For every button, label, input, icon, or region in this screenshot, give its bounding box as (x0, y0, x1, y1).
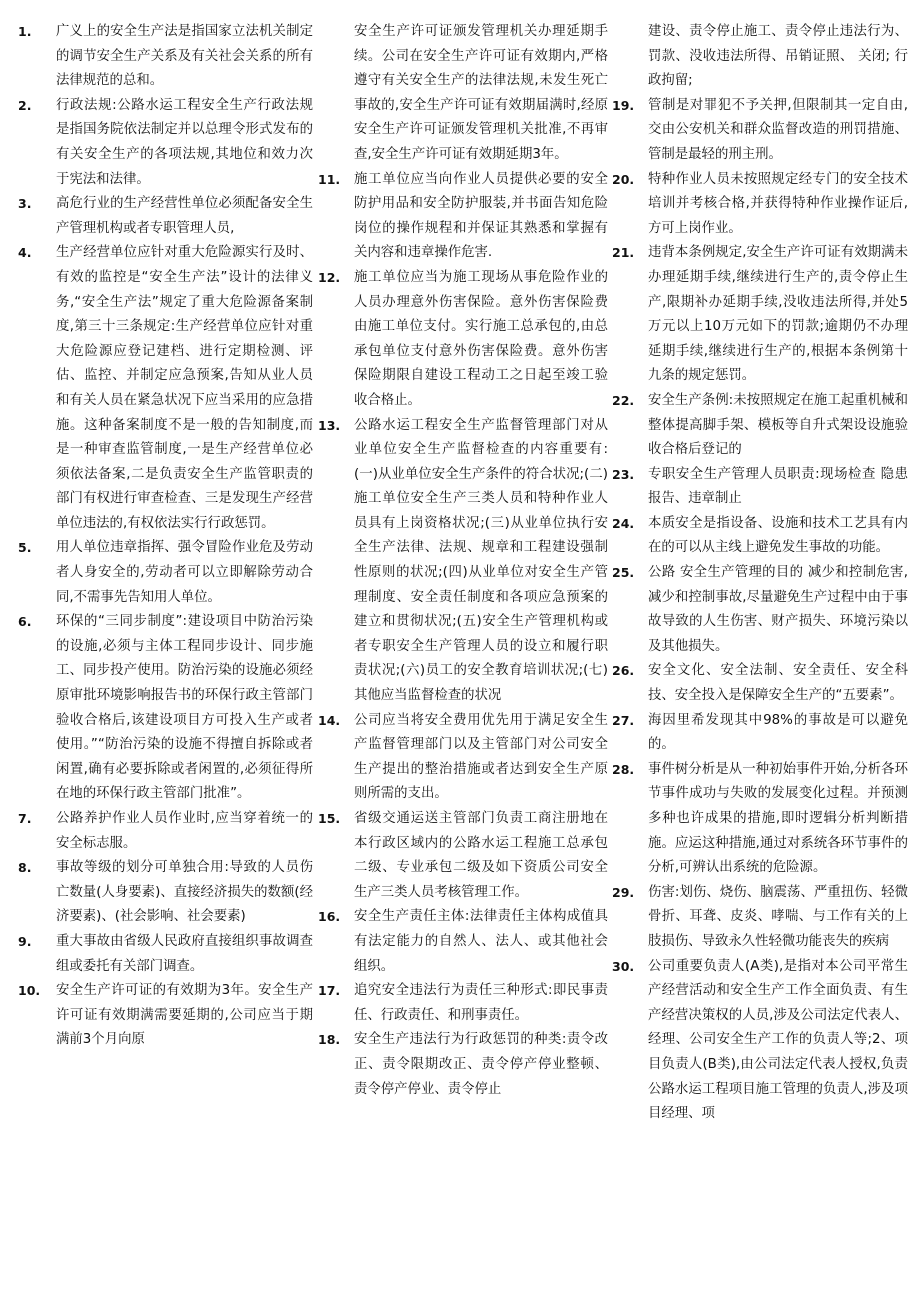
item-number: 23. (612, 466, 635, 482)
list-item (612, 389, 908, 463)
item-number: 17. (318, 983, 341, 999)
item-text: 安全生产许可证的有效期为3年。安全生产许可证有效期满需要延期的,公司应当于期满前3个月向原 (56, 983, 313, 1048)
item-number: 16. (318, 909, 341, 925)
item-text: 公路 安全生产管理的目的 减少和控制危害,减少和控制事故,尽量避免生产过程中由于事故导致的人生伤害、财产损失、环境污染以及其他损失。 (648, 565, 908, 654)
list-item (612, 881, 908, 955)
item-number: 18. (318, 1032, 341, 1048)
list-item (318, 905, 608, 979)
item-text: 管制是对罪犯不予关押,但限制其一定自由,交由公安机关和群众监督改造的刑罚措施、管制是最轻的刑主刑。 (648, 97, 908, 162)
list-item (318, 1028, 608, 1102)
item-number: 13. (318, 417, 341, 433)
column-1 (18, 20, 313, 1053)
item-text: 重大事故由省级人民政府直接组织事故调查组或委托有关部门调查。 (56, 933, 313, 974)
item-number: 4. (18, 245, 32, 261)
list-item (18, 241, 313, 536)
item-number: 6. (18, 614, 32, 630)
list-item (612, 463, 908, 512)
item-number: 11. (318, 171, 341, 187)
item-text: 施工单位应当为施工现场从事危险作业的人员办理意外伤害保险。意外伤害保险费由施工单位支付。实行施工总承包的,由总承包单位支付意外伤害保险费。意外伤害保险期限自建设工程动工之日起至竣工验收合格止。 (354, 269, 608, 408)
list-item (612, 94, 908, 168)
item-number: 20. (612, 171, 635, 187)
item-number: 3. (18, 196, 32, 212)
item-text: 事件树分析是从一种初始事件开始,分析各环节事件成功与失败的发展变化过程。并预测多种也许成果的措施,即时逻辑分析判断措施。应运这种措施,通过对系统各环节事件的分析,可辨认出系统的危险源。 (648, 761, 908, 876)
item-number: 29. (612, 884, 635, 900)
item-text: 追究安全违法行为责任三种形式:即民事责任、行政责任、和刑事责任。 (354, 983, 608, 1023)
item-text: 环保的“三同步制度”:建设项目中防治污染的设施,必须与主体工程同步设计、同步施工、同步投产使用。防治污染的设施必须经原审批环境影响报告书的环保行政主管部门验收合格后,该建设项目方可投入生产或者使用。”“防治污染的设施不得擅自拆除或者闲置,确有必要拆除或者闲置的,必须征得所在地的环保行政主管部门批准”。 (56, 614, 313, 802)
item-number: 15. (318, 811, 341, 826)
list-item (318, 266, 608, 414)
item-text: 生产经营单位应针对重大危险源实行及时、有效的监控是“安全生产法”设计的法律义务,“安全生产法”规定了重大危险源备案制度,第三十三条规定:生产经营单位应针对重大危险源应登记建档、进行定期检测、评估、监控、并制定应急预案,告知从业人员和有关人员在紧急状况下应当采用的应急措施。这种备案制度不是一般的告知制度,而是一种审查监管制度,一是生产经营单位必须依法备案,二是负责安全生产监管职责的部门有权进行审查检查、三是发现生产经营单位违法的,有权依法实行行政惩罚。 (56, 245, 313, 531)
item-text: 高危行业的生产经营性单位必须配备安全生产管理机构或者专职管理人员, (56, 196, 313, 236)
item-number: 12. (318, 269, 341, 285)
item-text: 公司应当将安全费用优先用于满足安全生产监督管理部门以及主管部门对公司安全生产提出的整治措施或者达到安全生产原则所需的支出。 (354, 712, 608, 802)
item-number: 10. (18, 983, 41, 999)
list-item (612, 659, 908, 708)
item-number: 7. (18, 811, 32, 826)
list-item (612, 758, 908, 881)
list-item (612, 512, 908, 561)
item-text: 违背本条例规定,安全生产许可证有效期满未办理延期手续,继续进行生产的,责令停止生产,限期补办延期手续,没收违法所得,并处5万元以上10万元如下的罚款;逾期仍不办理延期手续,继续进行生产的,根据本条例第十九条的规定惩罚。 (648, 245, 908, 384)
item-text: 安全生产条例:未按照规定在施工起重机械和整体提高脚手架、模板等自升式架设设施验收合格后登记的 (648, 392, 908, 458)
item-number: 25. (612, 565, 635, 581)
item-text: 安全生产责任主体:法律责任主体构成值具有法定能力的自然人、法人、或其他社会组织。 (354, 909, 608, 974)
list-item (18, 94, 313, 192)
item-number: 21. (612, 245, 635, 261)
list-item (318, 979, 608, 1028)
list-item (18, 930, 313, 979)
list-item (18, 192, 313, 241)
item-number: 14. (318, 712, 341, 728)
list-item (18, 610, 313, 807)
list-item (612, 561, 908, 659)
list-item (18, 536, 313, 610)
continued-text: 安全生产许可证颁发管理机关办理延期手续。公司在安全生产许可证有效期内,严格遵守有关安全生产的法律法规,未发生死亡事故的,安全生产许可证有效期届满时,经原安全生产许可证颁发管理机关批准,不再审查,安全生产许可证有效期延期3年。 (354, 24, 608, 162)
item-number: 22. (612, 392, 635, 408)
list-item (318, 168, 608, 266)
list-item (612, 168, 908, 242)
item-text: 专职安全生产管理人员职责:现场检查 隐患报告、违章制止 (648, 466, 908, 507)
item-text: 伤害:划伤、烧伤、脑震荡、严重扭伤、轻微骨折、耳聋、皮炎、哮喘、与工作有关的上肢损伤、导致永久性轻微功能丧失的疾病 (648, 884, 908, 949)
list-item (612, 241, 908, 389)
item-number: 8. (18, 860, 32, 876)
item-text: 事故等级的划分可单独合用:导致的人员伤亡数量(人身要素)、直接经济损失的数额(经济要素)、(社会影响、社会要素) (56, 860, 313, 925)
item-text: 用人单位违章指挥、强令冒险作业危及劳动者人身安全的,劳动者可以立即解除劳动合同,不需事先告知用人单位。 (56, 540, 313, 605)
item-text: 省级交通运送主管部门负责工商注册地在本行政区域内的公路水运工程施工总承包二级、专业承包二级及如下资质公司安全生产三类人员考核管理工作。 (354, 811, 608, 900)
item-number: 19. (612, 97, 635, 113)
item-number: 28. (612, 761, 635, 777)
item-text: 公路养护作业人员作业时,应当穿着统一的安全标志服。 (56, 811, 313, 851)
item-text: 广义上的安全生产法是指国家立法机关制定的调节安全生产关系及有关社会关系的所有法律规范的总和。 (56, 24, 313, 89)
column-3 (612, 20, 908, 1127)
item-number: 26. (612, 663, 635, 679)
list-item (318, 414, 608, 709)
item-number: 9. (18, 933, 32, 949)
item-number: 27. (612, 712, 635, 728)
list-item (18, 979, 313, 1053)
item-number: 5. (18, 540, 32, 556)
list-item (18, 807, 313, 856)
item-text: 海因里希发现其中98%的事故是可以避免的。 (648, 712, 908, 753)
item-text: 特种作业人员未按照规定经专门的安全技术培训并考核合格,并获得特种作业操作证后,方可上岗作业。 (648, 171, 908, 236)
continued-text: 建设、责令停止施工、责令停止违法行为、罚款、没收违法所得、吊销证照、 关闭; 行政拘留; (648, 24, 908, 89)
item-number: 2. (18, 97, 32, 113)
list-item (18, 20, 313, 94)
item-text: 安全生产违法行为行政惩罚的种类:责令改正、责令限期改正、责令停产停业整顿、责令停产停业、责令停止 (354, 1032, 608, 1097)
list-item (612, 709, 908, 758)
list-item (318, 709, 608, 807)
list-item (612, 955, 908, 1127)
item-number: 30. (612, 958, 635, 974)
list-item (318, 807, 608, 905)
list-item (18, 856, 313, 930)
item-number: 24. (612, 515, 635, 531)
item-text: 本质安全是指设备、设施和技术工艺具有内在的可以从主线上避免发生事故的功能。 (648, 515, 908, 556)
item-text: 公路水运工程安全生产监督管理部门对从业单位安全生产监督检查的内容重要有:(一)从业单位安全生产条件的符合状况;(二)施工单位安全生产三类人员和特种作业人员具有上岗资格状况;(三)从业单位执行安全生产法律、法规、规章和工程建设强制性原则的状况;(四)从业单位对安全生产管理制度、安全责任制度和各项应急预案的建立和贯彻状况;(五)安全生产管理机构或者专职安全生产管理人员的设立和履行职责状况;(六)员工的安全教育培训状况;(七)其他应当监督检查的状况 (354, 417, 608, 704)
item-text: 安全文化、安全法制、安全责任、安全科技、安全投入是保障安全生产的“五要素”。 (648, 663, 908, 704)
item-number: 1. (18, 24, 32, 39)
column-2 (318, 20, 608, 1102)
item-text: 行政法规:公路水运工程安全生产行政法规是指国务院依法制定并以总理令形式发布的有关安全生产的各项法规,其地位和效力次于宪法和法律。 (56, 97, 313, 187)
item-text: 施工单位应当向作业人员提供必要的安全防护用品和安全防护服装,并书面告知危险岗位的操作规程和并保证其熟悉和掌握有关内容和违章操作危害. (354, 171, 608, 261)
item-text: 公司重要负责人(A类),是指对本公司平常生产经营活动和安全生产工作全面负责、有生产经营决策权的人员,涉及公司法定代表人、经理、公司安全生产工作的负责人等;2、项目负责人(B类),由公司法定代表人授权,负责公路水运工程项目施工管理的负责人,涉及项目经理、项 (648, 958, 908, 1122)
